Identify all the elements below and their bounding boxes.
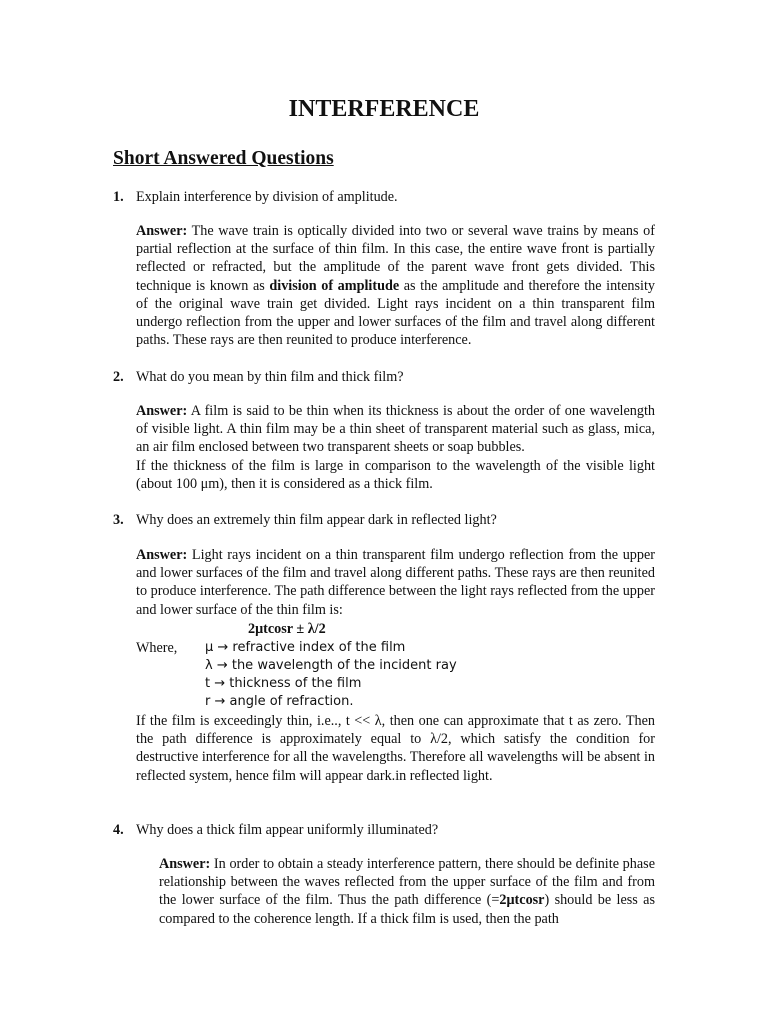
question-text: Why does an extremely thin film appear dark in reflected light? <box>136 512 497 528</box>
definition-t: t → thickness of the film <box>205 676 362 691</box>
question-number: 2. <box>113 369 124 385</box>
where-label: Where, <box>136 640 178 656</box>
answer-text: The wave train is optically divided into two or several wave trains by means of partial reflection at the surface of thin film. In this case, the entire wave front is partially reflected or refracted, but the amplitude of the parent wave front gets divided. This technique is known as <box>136 223 655 294</box>
answer-bold-term: 2μtcosr <box>499 892 545 909</box>
answer-2 <box>136 402 655 493</box>
definition-mu: μ → refractive index of the film <box>205 640 406 655</box>
answer-text: If the thickness of the film is large in comparison to the wavelength of the visible light (about 100 μm), then it is considered as a thick film. <box>136 457 655 492</box>
answer-label: Answer: <box>136 403 188 419</box>
answer-text: ) should be less as compared to the coherence length. If a thick film is used, then the path <box>159 892 655 927</box>
answer-text: In order to obtain a steady interference pattern, there should be definite phase relationship between the waves reflected from the upper surface of the film and from the lower surface of the film. Thus the path difference (= <box>159 856 655 909</box>
question-number: 3. <box>113 512 124 528</box>
answer-bold-term: division of amplitude <box>269 277 400 294</box>
answer-3 <box>136 546 655 619</box>
answer-label: Answer: <box>159 856 211 872</box>
answer-1 <box>136 222 655 349</box>
question-text: Why does a thick film appear uniformly illuminated? <box>136 822 439 838</box>
answer-3-continued <box>136 712 655 785</box>
answer-text: Light rays incident on a thin transparent film undergo reflection from the upper and lower surfaces of the film and travel along different paths. These rays are then reunited to produce interference. The path difference between the light rays reflected from the upper and lower surface of the thin film is: <box>136 547 655 618</box>
question-number: 1. <box>113 189 124 205</box>
answer-label: Answer: <box>136 223 188 239</box>
question-text: What do you mean by thin film and thick film? <box>136 369 404 385</box>
answer-label: Answer: <box>136 547 188 563</box>
answer-4 <box>159 855 655 928</box>
question-text: Explain interference by division of amplitude. <box>136 189 398 205</box>
path-difference-formula: 2μtcosr ± λ/2 <box>248 621 326 637</box>
question-number: 4. <box>113 822 124 838</box>
definition-r: r → angle of refraction. <box>205 694 354 709</box>
answer-text: A film is said to be thin when its thickness is about the order of one wavelength of visible light. A thin film may be a thin sheet of transparent material such as glass, mica, an air film enclosed between two transparent sheets or soap bubbles. <box>136 403 655 456</box>
answer-text: as the amplitude and therefore the intensity of the original wave train get divided. Light rays incident on a thin transparent film undergo reflection from the upper and lower surfaces of the film and travel along different paths. These rays are then reunited to produce interference. <box>136 277 656 349</box>
section-heading: Short Answered Questions <box>113 148 334 169</box>
answer-text: If the film is exceedingly thin, i.e.., t << λ, then one can approximate that t as zero. Then the path difference is approximately equal to λ/2, which satisfy the condition for destructive interference for all the wavelengths. Therefore all wavelengths will be absent in reflected system, hence film will appear dark.in reflected light. <box>136 713 655 784</box>
definition-lambda: λ → the wavelength of the incident ray <box>205 658 457 673</box>
page-title: INTERFERENCE <box>288 96 480 122</box>
